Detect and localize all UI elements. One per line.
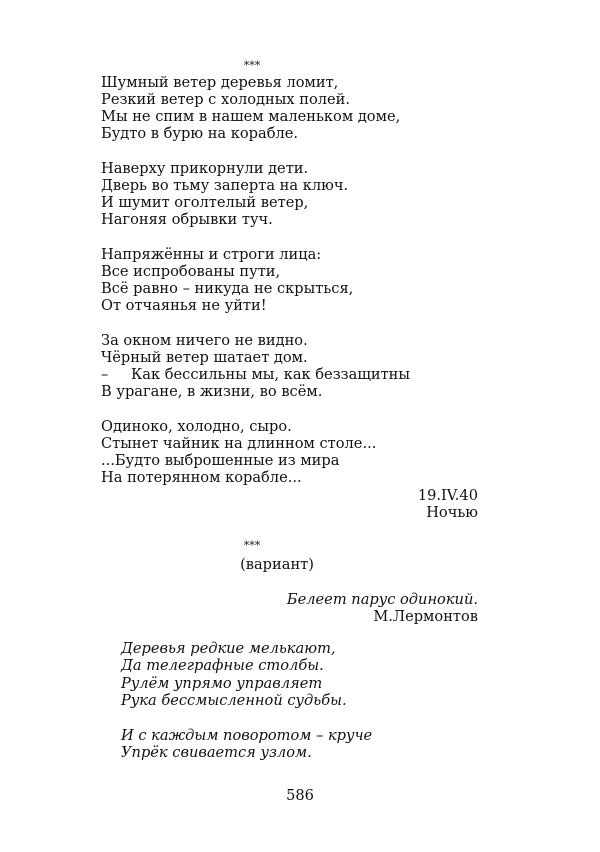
poem2-separator: ***: [243, 539, 261, 552]
poem-line: От отчаянья не уйти!: [101, 297, 267, 314]
poem-line: Нагоняя обрывки туч.: [101, 211, 273, 228]
page-number: 586: [286, 787, 314, 804]
poem-line: Да телеграфные столбы.: [121, 657, 324, 674]
poem-line: Все испробованы пути,: [101, 263, 281, 280]
poem-line: Одиноко, холодно, сыро.: [101, 418, 292, 435]
poem1-time-note: Ночью: [426, 504, 478, 521]
poem-line: Напряжённы и строги лица:: [101, 246, 322, 263]
poem-line-with-dash: [101, 366, 410, 383]
poem-line: Всё равно – никуда не скрыться,: [101, 280, 354, 297]
poem-line: Мы не спим в нашем маленьком доме,: [101, 108, 401, 125]
poem-line: Деревья редкие мелькают,: [121, 640, 336, 657]
poem-line: Дверь во тьму заперта на ключ.: [101, 177, 349, 194]
epigraph-author: М.Лермонтов: [373, 608, 478, 625]
poem-line: На потерянном корабле...: [101, 469, 302, 486]
poem-line: И шумит оголтелый ветер,: [101, 194, 309, 211]
poem-line: Резкий ветер с холодных полей.: [101, 91, 351, 108]
poem-line: Рулём упрямо управляет: [121, 675, 323, 692]
poem1-separator: ***: [243, 59, 261, 72]
poem-line: Чёрный ветер шатает дом.: [101, 349, 308, 366]
poem-line: Стынет чайник на длинном столе...: [101, 435, 377, 452]
epigraph-text: Белеет парус одинокий.: [286, 591, 478, 608]
poem-line: Упрёк свивается узлом.: [121, 744, 312, 761]
poem-line: В урагане, в жизни, во всём.: [101, 383, 323, 400]
poem-line: ...Будто выброшенные из мира: [101, 452, 340, 469]
poem-line: Рука бессмысленной судьбы.: [121, 692, 347, 709]
poem-line: За окном ничего не видно.: [101, 332, 308, 349]
poem-line: Наверху прикорнули дети.: [101, 160, 309, 177]
poem-line: И с каждым поворотом – круче: [121, 727, 373, 744]
poem-line: Шумный ветер деревья ломит,: [101, 74, 339, 91]
dialogue-dash: –: [101, 366, 109, 383]
poem2-subtitle: (вариант): [240, 556, 314, 573]
poem-line-text: Как бессильны мы, как беззащитны: [131, 366, 411, 383]
poem1-date: 19.IV.40: [417, 487, 478, 504]
poem-line: Будто в бурю на корабле.: [101, 125, 299, 142]
